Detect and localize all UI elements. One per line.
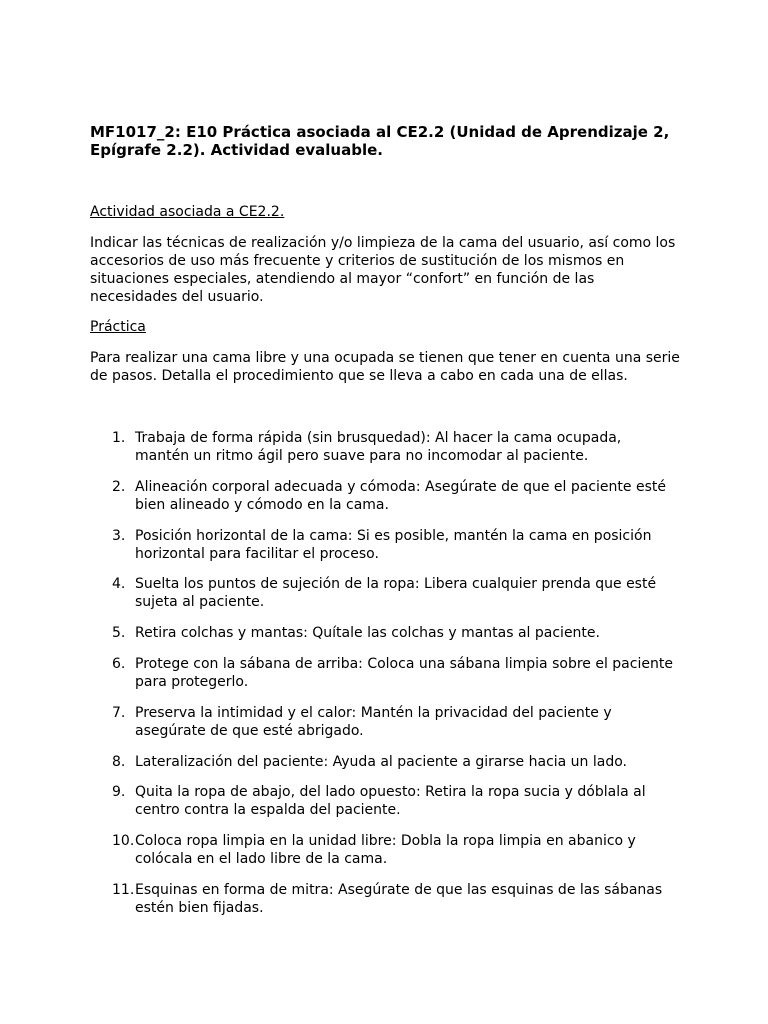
steps-list — [90, 429, 690, 930]
list-item-text: Preserva la intimidad y el calor: Mantén la privacidad del paciente y asegúrate de que esté abrigado. — [135, 704, 612, 739]
list-item-number: 1. — [112, 430, 126, 446]
list-item — [90, 575, 690, 611]
list-item-text: Retira colchas y mantas: Quítale las colchas y mantas al paciente. — [135, 625, 600, 642]
list-item — [90, 655, 690, 691]
list-item — [90, 753, 690, 771]
list-item-text: Posición horizontal de la cama: Si es posible, mantén la cama en posición horizontal para facilitar el proceso. — [135, 527, 652, 562]
list-item-text: Coloca ropa limpia en la unidad libre: Dobla la ropa limpia en abanico y colócala en el lado libre de la cama. — [135, 833, 636, 868]
list-item-number: 11. — [112, 881, 135, 898]
list-item — [90, 704, 690, 740]
list-item — [90, 832, 690, 868]
list-item-text: Trabaja de forma rápida (sin brusquedad): Al hacer la cama ocupada, mantén un ritmo ágil pero suave para no incomodar al paciente. — [135, 430, 622, 464]
list-item-number: 10. — [112, 833, 135, 850]
list-item-text: Lateralización del paciente: Ayuda al paciente a girarse hacia un lado. — [135, 753, 628, 770]
list-item-text: Quita la ropa de abajo, del lado opuesto: Retira la ropa sucia y dóblala al centro contra la espalda del paciente. — [135, 784, 646, 819]
practice-text: Para realizar una cama libre y una ocupada se tienen que tener en cuenta una serie de pasos. Detalla el procedimiento que se lleva a cabo en cada una de ellas. — [90, 350, 680, 384]
activity-heading: Actividad asociada a CE2.2. — [90, 204, 285, 220]
list-item — [90, 783, 690, 819]
list-item-number: 4. — [112, 576, 126, 593]
list-item-text: Protege con la sábana de arriba: Coloca una sábana limpia sobre el paciente para protegerlo. — [135, 655, 673, 690]
list-item — [90, 624, 690, 642]
practice-heading: Práctica — [90, 319, 146, 335]
list-item-number: 3. — [112, 527, 126, 544]
list-item-number: 7. — [112, 704, 126, 721]
list-item — [90, 527, 690, 563]
list-item — [90, 429, 690, 465]
list-item-number: 9. — [112, 784, 126, 801]
list-item-text: Suelta los puntos de sujeción de la ropa: Libera cualquier prenda que esté sujeta al paciente. — [135, 576, 657, 611]
list-item-number: 8. — [112, 753, 126, 770]
document-title: MF1017_2: E10 Práctica asociada al CE2.2 (Unidad de Aprendizaje 2, Epígrafe 2.2). Actividad evaluable. — [90, 123, 670, 159]
list-item-number: 2. — [112, 478, 126, 495]
activity-text: Indicar las técnicas de realización y/o limpieza de la cama del usuario, así como los accesorios de uso más frecuente y criterios de sustitución de los mismos en situaciones especiales, atendiendo al mayor “confort” en función de las necesidades del usuario. — [90, 235, 676, 305]
list-item-number: 6. — [112, 655, 126, 672]
list-item — [90, 478, 690, 514]
list-item — [90, 881, 690, 917]
list-item-number: 5. — [112, 625, 126, 642]
list-item-text: Esquinas en forma de mitra: Asegúrate de que las esquinas de las sábanas estén bien fijadas. — [135, 881, 663, 916]
list-item-text: Alineación corporal adecuada y cómoda: Asegúrate de que el paciente esté bien alineado y cómodo en la cama. — [135, 478, 666, 513]
